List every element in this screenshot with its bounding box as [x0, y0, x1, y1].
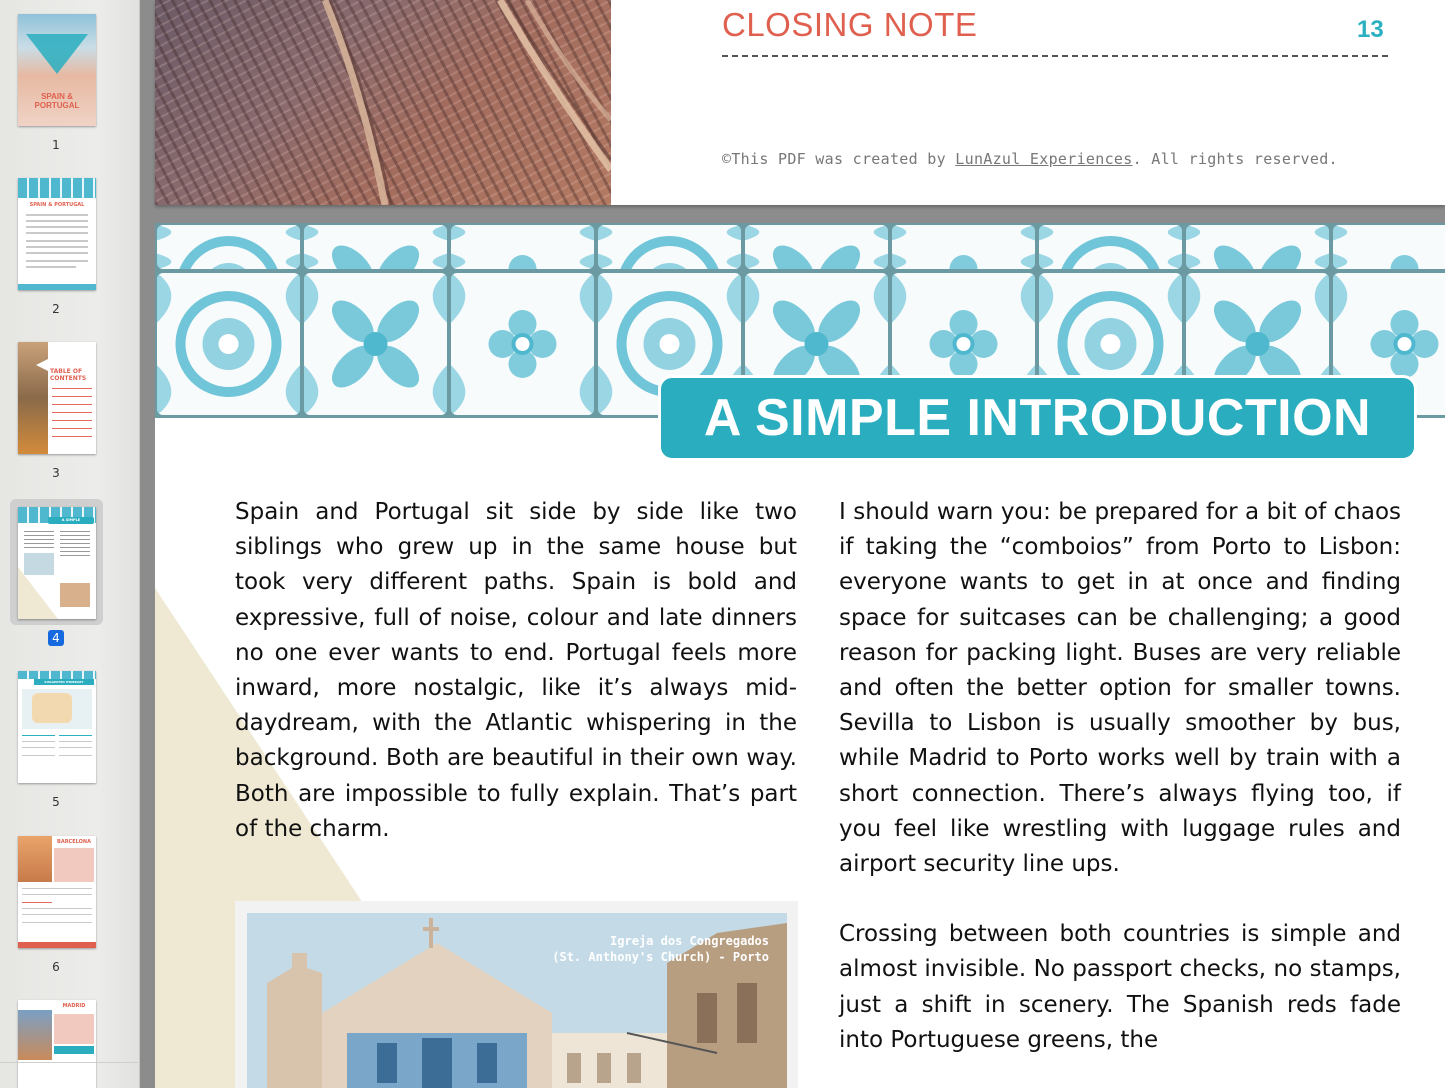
caption-line: (St. Anthony's Church) - Porto	[552, 950, 769, 964]
thumbnail-image	[18, 507, 96, 619]
photo-caption	[552, 933, 769, 965]
azulejo-tile	[304, 273, 447, 415]
tram-rails-photo	[155, 0, 611, 205]
previous-page	[155, 0, 1445, 205]
cover-title-text: SPAIN & PORTUGAL	[34, 92, 80, 110]
thumbnail-page-3[interactable]	[0, 342, 112, 492]
transport-paragraph: I should warn you: be prepared for a bit of chaos if taking the “comboios” from Porto to Lisbon: everyone wants to get in at once and finding space for suitcases can be challenging; a good reason for packing light. Buses are very reliable and often the better option for smaller towns. Sevilla to Lisbon is usually smoother by bus, while Madrid to Porto works well by train with a short connection. There’s always flying too, if you feel like wrestling with luggage rules and airport security line ups.	[839, 499, 1401, 878]
azulejo-tile	[745, 225, 888, 269]
page-number: 13	[1357, 16, 1384, 43]
document-canvas[interactable]	[141, 0, 1445, 1088]
border-paragraph: Crossing between both countries is simple and almost invisible. No passport checks, no stamps, just a shift in scenery. The Spanish reds fade into Portuguese greens, the	[839, 921, 1401, 1053]
azulejo-tile	[1186, 225, 1329, 269]
thumbnail-image	[18, 671, 96, 783]
page-title: A SIMPLE INTRODUCTION	[703, 389, 1372, 447]
azulejo-tile	[598, 225, 741, 269]
thumbnail-page-4[interactable]	[0, 507, 112, 657]
azulejo-tile	[157, 273, 300, 415]
thumb-heading: TABLE OF CONTENTS	[50, 368, 87, 382]
thumb-heading: MADRID	[62, 1003, 86, 1009]
sidebar-divider	[0, 1062, 138, 1063]
caption-line: Igreja dos Congregados	[610, 934, 769, 948]
thumbnail-page-2[interactable]	[0, 178, 112, 328]
azulejo-tile	[1333, 225, 1445, 269]
title-banner	[658, 375, 1417, 461]
lunazul-link[interactable]: LunAzul Experiences	[955, 150, 1133, 168]
thumb-heading: A SIMPLE INTRODUCTION	[48, 517, 94, 524]
thumbnail-page-1[interactable]	[0, 14, 112, 164]
page-number-label: 1	[52, 138, 60, 152]
thumbnail-image	[18, 342, 96, 454]
closing-note-heading: CLOSING NOTE	[722, 6, 978, 43]
page-number-label: 5	[52, 795, 60, 809]
thumbnail-page-7[interactable]	[0, 1000, 112, 1088]
page-number-label: 6	[52, 960, 60, 974]
thumbnail-image	[18, 836, 96, 948]
page-number-label: 2	[52, 302, 60, 316]
intro-paragraph: Spain and Portugal sit side by side like two siblings who grew up in the same house but took very different paths. Spain is bold and expressive, full of noise, colour and late dinners no one ever wants to end. Portugal feels more inward, more nostalgic, like it’s always mid-daydream, with the Atlantic whispering in the background. Both are beautiful in their own way. Both are impossible to fully explain. That’s part of the charm.	[235, 499, 797, 842]
travel-column	[839, 495, 1401, 1058]
azulejo-tile	[157, 225, 300, 269]
dashed-divider	[722, 55, 1388, 57]
thumbnail-image	[18, 178, 96, 290]
azulejo-tile	[451, 273, 594, 415]
current-page	[155, 223, 1445, 1088]
copyright-notice: ©This PDF was created by LunAzul Experiences. All rights reserved.	[722, 150, 1338, 168]
azulejo-tile	[1039, 225, 1182, 269]
thumb-heading: SPAIN & PORTUGAL	[29, 202, 85, 208]
azulejo-tile	[451, 225, 594, 269]
page-number-label: 4	[0, 631, 112, 645]
thumb-heading: SUGGESTED ITINERARY	[34, 679, 94, 685]
page-thumbnail-sidebar[interactable]	[0, 0, 140, 1088]
thumb-heading: BARCELONA	[57, 839, 91, 845]
church-photo	[235, 901, 798, 1088]
azulejo-tile	[304, 225, 447, 269]
thumbnail-page-6[interactable]	[0, 836, 112, 986]
rails-drawing	[155, 0, 611, 205]
thumbnail-page-5[interactable]	[0, 671, 112, 821]
azulejo-tile	[892, 225, 1035, 269]
thumbnail-image	[18, 14, 96, 126]
church-image	[247, 913, 787, 1088]
page-number-label: 3	[52, 466, 60, 480]
thumbnail-image	[18, 1000, 96, 1088]
